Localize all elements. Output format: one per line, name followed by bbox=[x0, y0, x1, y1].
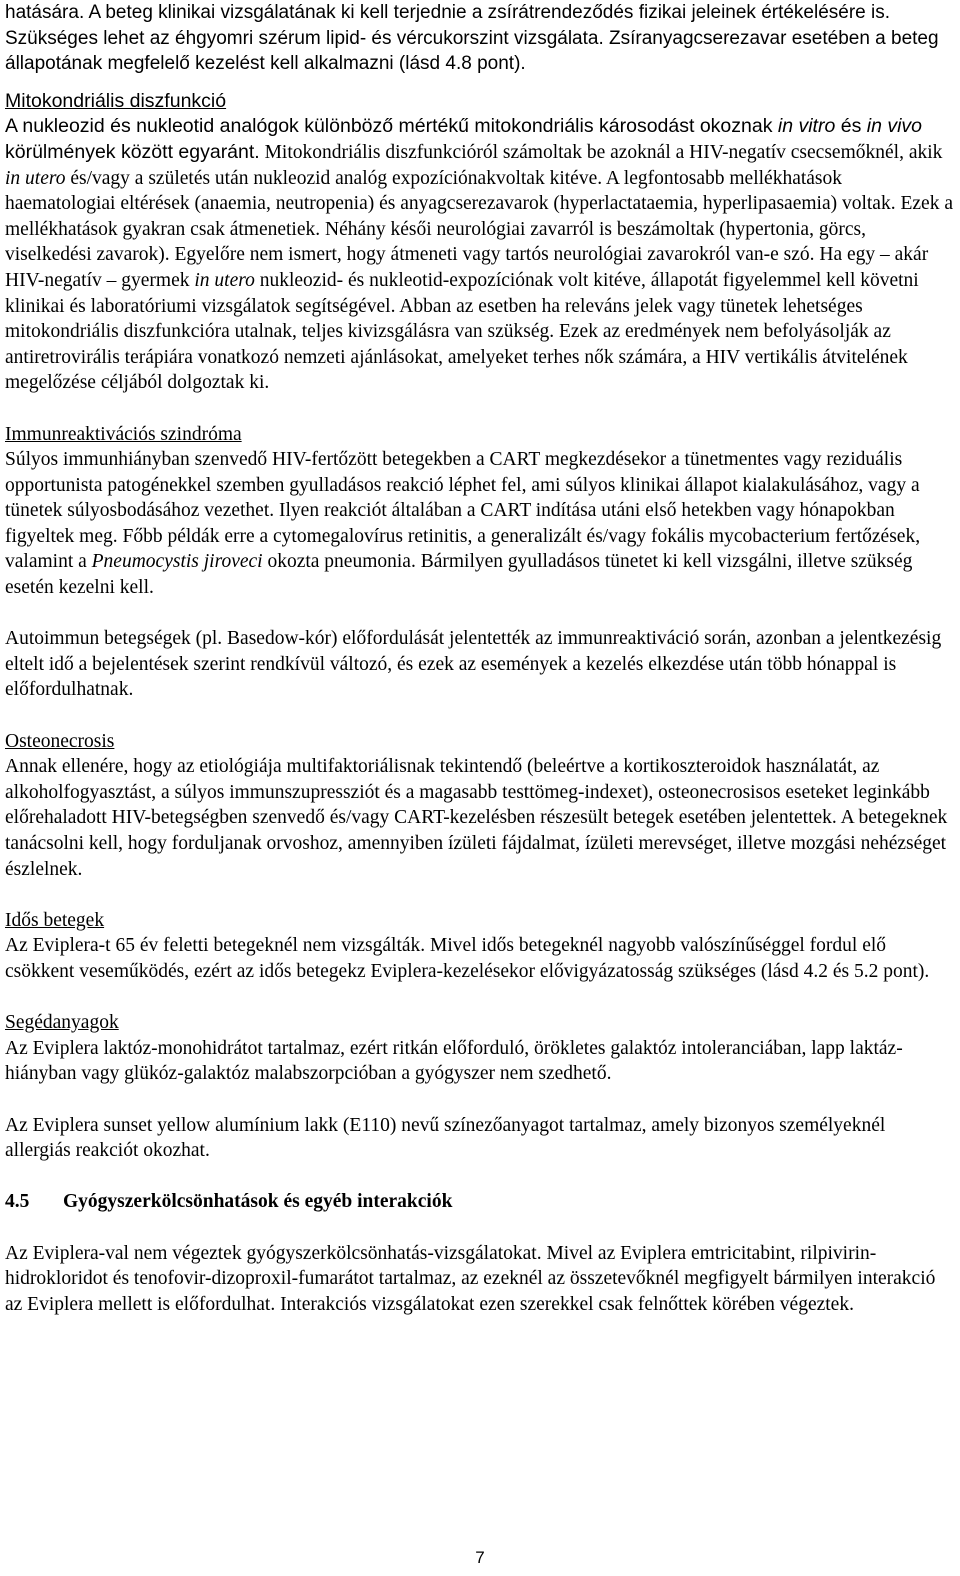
mito-p1a: A nukleozid és nukleotid analógok különböző mértékű mitokondriális károsodást okoznak bbox=[5, 115, 778, 138]
elderly-section bbox=[5, 908, 954, 985]
immun-p2: Autoimmun betegségek (pl. Basedow-kór) előfordulását jelentették az immunreaktiváció során, azonban a jelentkezésig eltelt idő a bejelentések szerint rendkívül változó, és ezek az események a kezelés elkezdése után több hónappal is előfordulhatnak. bbox=[5, 628, 942, 701]
osteo-p1: Annak ellenére, hogy az etiológiája multifaktoriálisnak tekintendő (beleértve a kortikoszteroidok használatát, az alkoholfogyasztást, a súlyos immunszupressziót és a magasabb testtömeg-indexet), osteonecrosisos eseteket leginkább előrehaladott HIV-betegségben szenvedő és/vagy CART-kezelésben részesült betegek esetében jelentettek. A betegeknek tanácsolni kell, hogy forduljanak orvoshoz, amennyiben ízületi fájdalmat, ízületi merevséget, illetve mozgási nehézséget észlelnek. bbox=[5, 756, 948, 880]
mito-p1b: in vitro bbox=[777, 115, 836, 138]
mito-p2b: in utero bbox=[5, 167, 66, 189]
section-title: Gyógyszerkölcsönhatások és egyéb interakciók bbox=[63, 1191, 453, 1213]
osteo-heading: Osteonecrosis bbox=[5, 730, 115, 752]
immun-p1b: Pneumocystis jiroveci bbox=[91, 551, 263, 573]
osteo-section bbox=[5, 729, 954, 883]
mito-p2e: nukleozid- és nukleotid-expozíciónak volt kitéve, állapotát figyelemmel kell követni klinikai és laboratóriumi vizsgálatok segítségével. Abban az esetben ha releváns jelek vagy tünetek lehetséges mitokondriális diszfunkcióra utalnak, teljes kivizsgálásra van szükség. Ezek az eredmények nem befolyásolják az antiretrovirális terápiára vonatkozó nemzeti ajánlásokat, amelyeket terhes nők számára, a HIV vertikális átvitelének megelőzése céljából dolgoztak ki. bbox=[5, 269, 919, 394]
mito-p1e: körülmények között egyaránt. bbox=[5, 140, 260, 163]
intro-text: hatására. A beteg klinikai vizsgálatának ki kell terjednie a zsírátrendeződés fizikai jeleinek értékelésére is. Szükséges lehet az éhgyomri szérum lipid- és vércukorszint vizsgálata. Zsíranyagcserezavar esetében a beteg állapotának megfelelő kezelést kell alkalmazni (lásd 4.8 pont). bbox=[5, 2, 939, 75]
mito-section bbox=[5, 89, 954, 396]
elderly-heading: Idős betegek bbox=[5, 909, 105, 931]
immun-heading: Immunreaktivációs szindróma bbox=[5, 423, 242, 445]
page-number: 7 bbox=[475, 1548, 485, 1567]
immun-section bbox=[5, 422, 954, 601]
excip-p1: Az Eviplera laktóz-monohidrátot tartalmaz, ezért ritkán előforduló, örökletes galaktóz intoleranciában, lapp laktáz-hiányban vagy glükóz-galaktóz malabszorpcióban a gyógyszer nem szedhető. bbox=[5, 1037, 903, 1085]
section45-paragraph bbox=[5, 1241, 954, 1318]
excip-section bbox=[5, 1010, 954, 1087]
section-number: 4.5 bbox=[5, 1191, 30, 1213]
mito-p2a: Mitokondriális diszfunkcióról számoltak be azoknál a HIV-negatív csecsemőknél, akik bbox=[259, 141, 943, 163]
excip-heading: Segédanyagok bbox=[5, 1012, 119, 1034]
excip-paragraph-2 bbox=[5, 1113, 954, 1164]
mito-p1c: és bbox=[835, 115, 867, 138]
intro-paragraph bbox=[5, 0, 954, 77]
section45-p1: Az Eviplera-val nem végeztek gyógyszerkölcsönhatás-vizsgálatokat. Mivel az Eviplera emtricitabint, rilpivirin-hidrokloridot és tenofovir-dizoproxil-fumarátot tartalmaz, az ezeknél az összetevőknél megfigyelt bármilyen interakció az Eviplera mellett is előfordulhat. Interakciós vizsgálatokat ezen szerekkel csak felnőttek körében végeztek. bbox=[5, 1242, 936, 1315]
immun-p1a: Súlyos immunhiányban szenvedő HIV-fertőzött betegekben a CART megkezdésekor a tünetmentes vagy reziduális opportunista patogénekkel szemben gyulladásos reakció léphet fel, ami súlyos klinikai állapot kialakulásához, vagy a tünetek súlyosbodásához vezethet. Ilyen reakciót általában a CART indítása utáni első hetekben vagy hónapokban figyeltek meg. Főbb példák erre a cytomegalovírus retinitis, a generalizált és/vagy fokális mycobacterium fertőzések, valamint a bbox=[5, 449, 921, 573]
mito-p1d: in vivo bbox=[866, 115, 923, 138]
mito-p2c: és/vagy a születés után nukleozid analóg expozíciónakvoltak kitéve. A legfontosabb mellékhatások haematologiai eltérések (anaemia, neutropenia) és anyagcserezavarok (hyperlactataemia, hyperlipasaemia) voltak. Ezek a mellékhatások gyakran csak átmenetiek. Néhány késői neurológiai zavarról is beszámoltak (hypertonia, görcs, viselkedési zavarok). Egyelőre nem ismert, hogy átmeneti vagy tartós neurológiai zavarokról van-e szó. Ha egy – akár HIV-negatív – gyermek bbox=[5, 167, 953, 291]
mito-p2d: in utero bbox=[194, 269, 255, 291]
immun-p1c: okozta pneumonia. Bármilyen gyulladásos tünetet ki kell vizsgálni, illetve szükség esetén kezelni kell. bbox=[5, 551, 913, 599]
elderly-p1: Az Eviplera-t 65 év feletti betegeknél nem vizsgálták. Mivel idős betegeknél nagyobb valószínűséggel fordul elő csökkent veseműködés, ezért az idős betegekz Eviplera-kezelésekor elővigyázatosság szükséges (lásd 4.2 és 5.2 pont). bbox=[5, 935, 930, 982]
excip-p2: Az Eviplera sunset yellow alumínium lakk (E110) nevű színezőanyagot tartalmaz, amely bizonyos személyeknél allergiás reakciót okozhat. bbox=[5, 1114, 886, 1162]
autoimmun-paragraph bbox=[5, 626, 954, 703]
mito-heading: Mitokondriális diszfunkció bbox=[5, 89, 227, 112]
section-heading-4-5 bbox=[5, 1189, 954, 1215]
